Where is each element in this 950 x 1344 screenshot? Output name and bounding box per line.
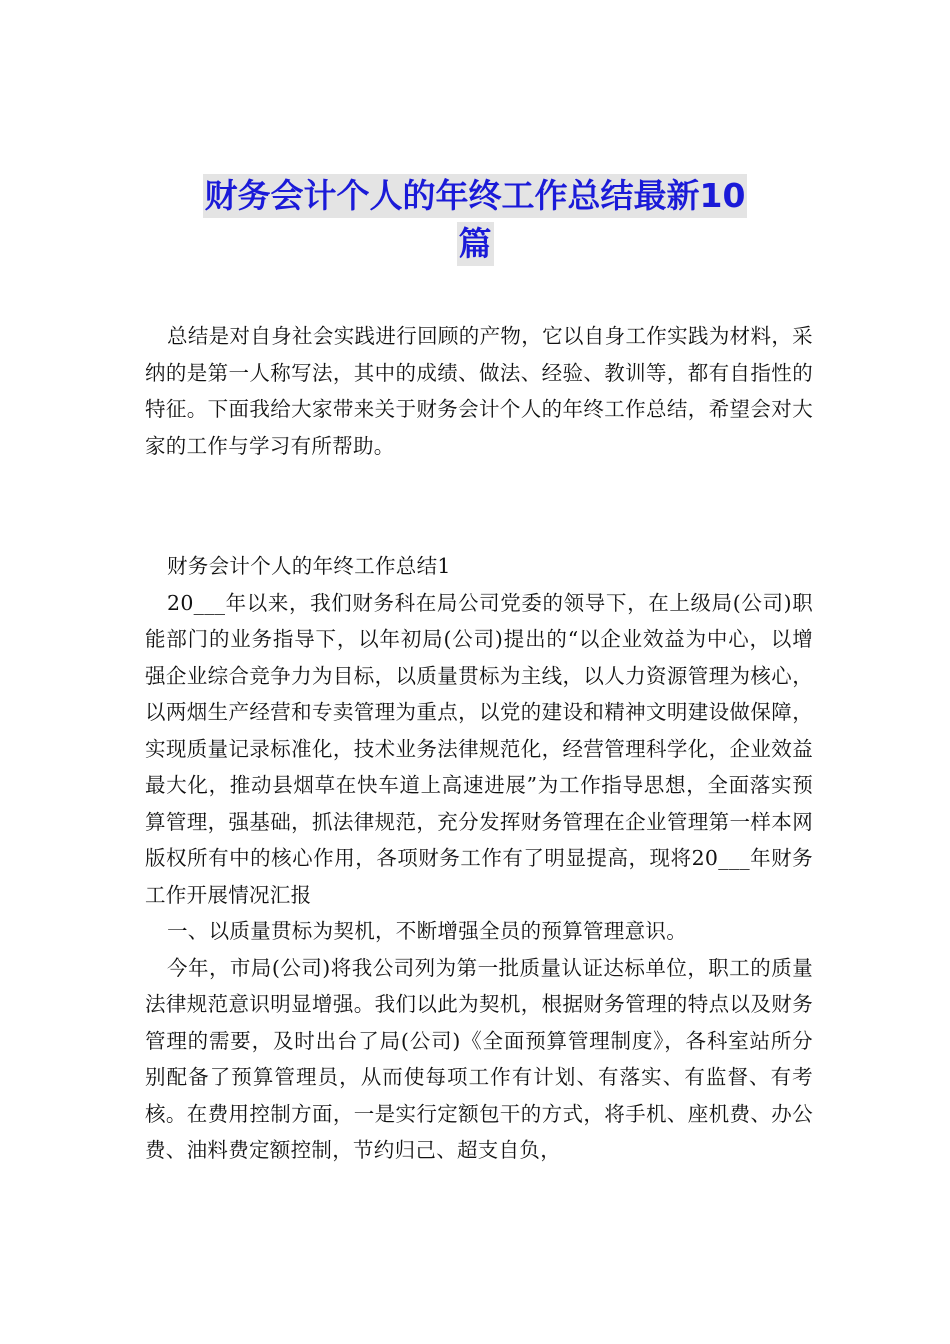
body-paragraph-1: 20___年以来，我们财务科在局公司党委的领导下，在上级局(公司)职能部门的业务指导下，以年初局(公司)提出的“以企业效益为中心，以增强企业综合竞争力为目标，以质量贯标为主线，以人力资源管理为核心，以两烟生产经营和专卖管理为重点，以党的建设和精神文明建设做保障，实现质量记录标准化，技术业务法律规范化，经营管理科学化，企业效益最大化，推动县烟草在快车道上高速进展”为工作指导思想，全面落实预算管理，强基础，抓法律规范，充分发挥财务管理在企业管理第一样本网版权所有中的核心作用，各项财务工作有了明显提高，现将20___年财务工作开展情况汇报: [145, 590, 813, 907]
section-spacer: [145, 464, 813, 548]
document-title: [150, 174, 800, 266]
point-heading-1: 一、以质量贯标为契机，不断增强全员的预算管理意识。: [167, 919, 687, 943]
body-paragraph-2: 今年，市局(公司)将我公司列为第一批质量认证达标单位，职工的质量法律规范意识明显增强。我们以此为契机，根据财务管理的特点以及财务管理的需要，及时出台了局(公司)《全面预算管理制度》，各科室站所分别配备了预算管理员，从而使每项工作有计划、有落实、有监督、有考核。在费用控制方面，一是实行定额包干的方式，将手机、座机费、办公费、油料费定额控制，节约归己、超支自负，: [145, 955, 813, 1162]
title-line-1: 财务会计个人的年终工作总结最新10: [203, 174, 748, 218]
title-line-2: 篇: [457, 222, 494, 266]
intro-paragraph: 总结是对自身社会实践进行回顾的产物，它以自身工作实践为材料，采纳的是第一人称写法，其中的成绩、做法、经验、教训等，都有自指性的特征。下面我给大家带来关于财务会计个人的年终工作总结，希望会对大家的工作与学习有所帮助。: [145, 324, 813, 458]
document-body: [145, 318, 813, 1169]
section-heading: 财务会计个人的年终工作总结1: [167, 554, 451, 578]
